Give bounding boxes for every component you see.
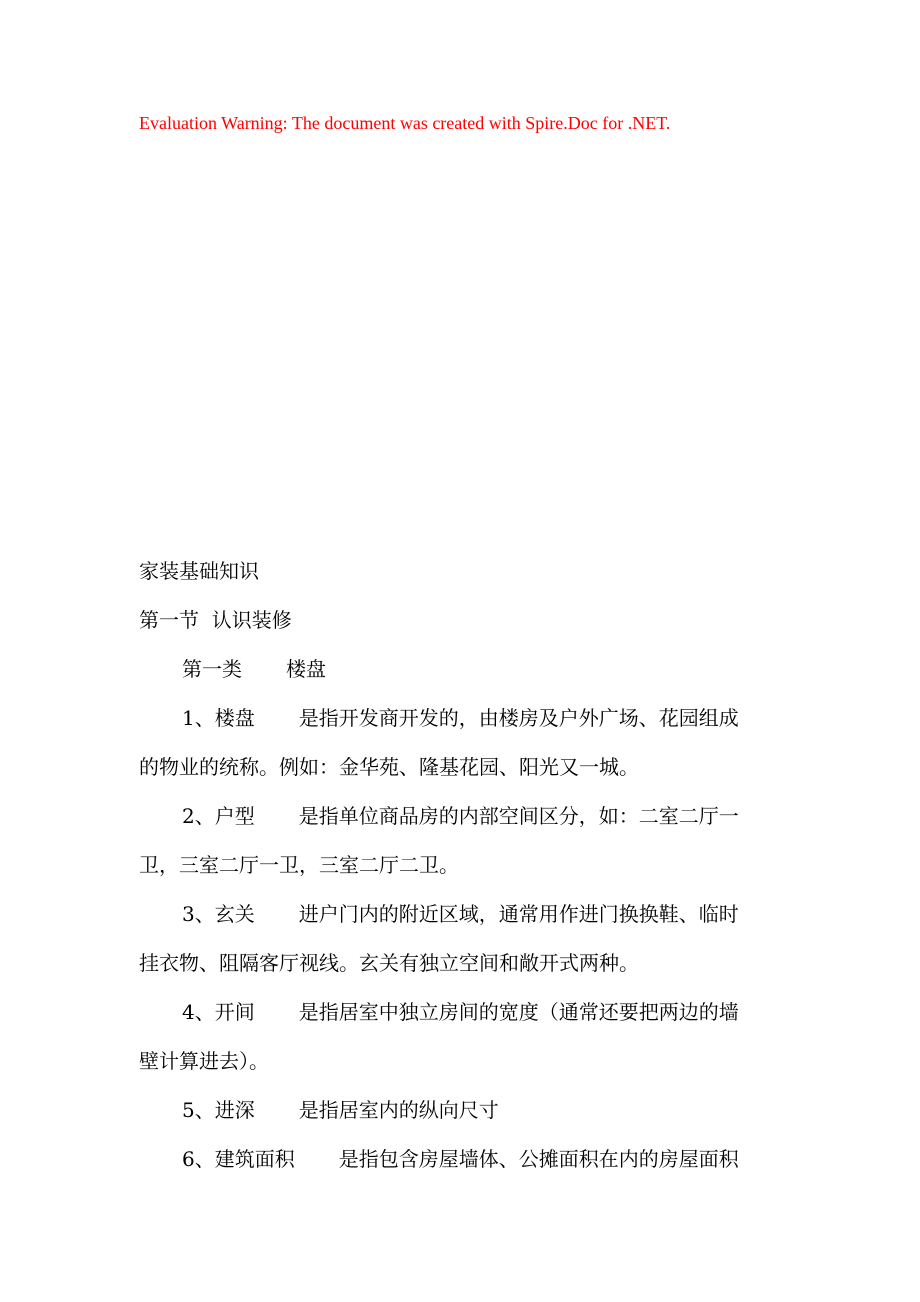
category-label: 第一类 (182, 657, 242, 681)
document-body (139, 547, 785, 1184)
item-definition-continued: 卫，三室二厅一卫，三室二厅二卫。 (139, 853, 459, 877)
item-definition-continued: 的物业的统称。例如：金华苑、隆基花园、阳光又一城。 (139, 755, 639, 779)
item-definition-continued: 壁计算进去）。 (139, 1049, 269, 1073)
evaluation-warning: Evaluation Warning: The document was created with Spire.Doc for .NET. (139, 113, 671, 133)
item-term: 1、楼盘 (182, 706, 255, 730)
list-item (139, 988, 785, 1086)
category-name: 楼盘 (286, 657, 326, 681)
item-term: 5、进深 (182, 1098, 255, 1122)
item-term: 3、玄关 (182, 902, 255, 926)
list-item (139, 1135, 785, 1184)
document-title: 家装基础知识 (139, 559, 259, 583)
list-item (139, 792, 785, 890)
item-definition: 进户门内的附近区域，通常用作进门换换鞋、临时 (298, 902, 739, 926)
section-heading: 第一节 认识装修 (139, 608, 292, 632)
item-term: 4、开间 (182, 1000, 255, 1024)
item-definition: 是指开发商开发的，由楼房及户外广场、花园组成 (298, 706, 739, 730)
list-item (139, 694, 785, 792)
item-definition: 是指单位商品房的内部空间区分，如：二室二厅一 (298, 804, 739, 828)
list-item (139, 890, 785, 988)
item-term: 6、建筑面积 (182, 1147, 295, 1171)
item-term: 2、户型 (182, 804, 255, 828)
item-definition: 是指居室内的纵向尺寸 (298, 1098, 499, 1122)
item-definition: 是指居室中独立房间的宽度（通常还要把两边的墙 (298, 1000, 739, 1024)
item-definition-continued: 挂衣物、阻隔客厅视线。玄关有独立空间和敞开式两种。 (139, 951, 639, 975)
item-definition: 是指包含房屋墙体、公摊面积在内的房屋面积 (338, 1147, 739, 1171)
list-item (139, 1086, 785, 1135)
category-heading (139, 645, 785, 694)
